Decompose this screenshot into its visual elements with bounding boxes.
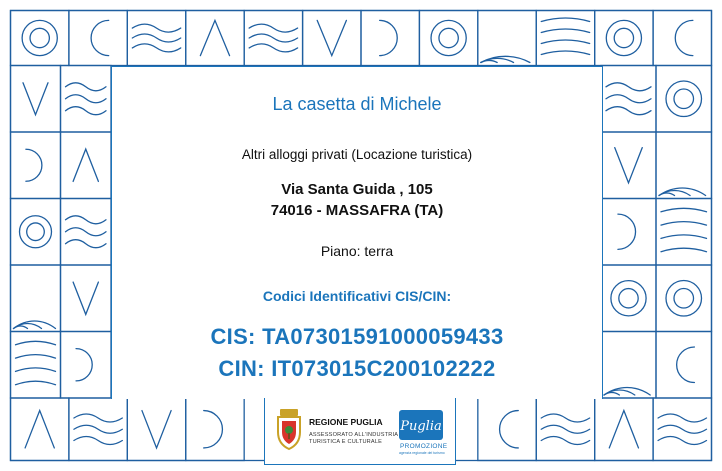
accommodation-type: Altri alloggi privati (Locazione turistica) [241, 147, 473, 162]
info-card [111, 66, 603, 399]
address-city: 74016 - MASSAFRA (TA) [270, 202, 444, 219]
promozione-subtitle: agenzia regionale del turismo [399, 451, 445, 455]
cin-code: CIN: IT073015C200102222 [218, 356, 496, 381]
floor-info: Piano: terra [320, 243, 394, 259]
promozione-label: PROMOZIONE [400, 443, 448, 450]
region-department-line2: TURISTICA E CULTURALE [309, 439, 383, 445]
puglia-promozione-logo [399, 410, 443, 440]
cis-code: CIS: TA07301591000059433 [210, 324, 504, 349]
svg-text:Puglia: Puglia [400, 419, 442, 434]
region-department-line1: ASSESSORATO ALL'INDUSTRIA [309, 432, 399, 438]
region-name: REGIONE PUGLIA [309, 417, 383, 427]
sponsor-logos [264, 398, 456, 465]
coat-of-arms-icon [274, 406, 304, 452]
address-street: Via Santa Guida , 105 [281, 181, 433, 198]
accommodation-title: La casetta di Michele [272, 94, 442, 114]
codes-heading: Codici Identificativi CIS/CIN: [262, 288, 452, 304]
